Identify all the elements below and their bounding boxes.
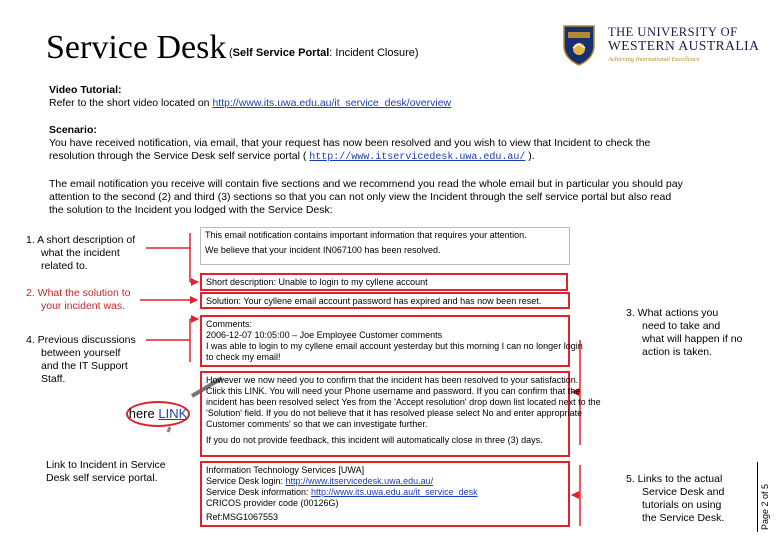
email-action-required: However we now need you to confirm that the incident has been resolved to your satisfaction. Click this LINK. You will need your Phone username and password. If you can confirm that the incident has been resolved select Yes from the 'Accept resolution' drop down list located next to the 'Solution' field. If you do not believe that it has resolved please select No and enter appropriate Customer comments' so that we can investigate further. If you do not provide feedback, this incident will automatically close in three (3) days. [200, 371, 570, 457]
email-service-desk-login-link[interactable]: http://www.itservicedesk.uwa.edu.au/ [285, 476, 434, 486]
page-divider [757, 462, 758, 532]
page-number: Page 2 of 5 [760, 483, 770, 530]
callout-4: 4. Previous discussions between yourself and the IT Support Staff. [26, 334, 136, 385]
scenario-line-2: resolution through the Service Desk self service portal ( [49, 150, 310, 162]
email-comments: Comments: 2006-12-07 10:05:00 – Joe Employee Customer comments I was able to login to my cyllene email account yesterday but this morning I can no longer login to check my email! [200, 315, 570, 367]
callout-3: 3. What actions you need to take and what will happen if no action is taken. [626, 307, 743, 358]
notification-paragraph: The email notification you receive will contain five sections and we recommend you read the whole email but in particular you should pay attention to the second (2) and third (3) sections so that you can not only view the Incident through the self service portal but also read the solution to the Incident you lodged with the Service Desk: [49, 178, 683, 216]
page-subtitle: (Self Service Portal: Incident Closure) [229, 47, 419, 59]
scenario-section: Scenario: You have received notification, via email, that your request has now been resolved and you wish to view that Incident to check the resolution through the Service Desk self service portal ( http://www.itservicedesk.uwa.edu.au/ ). [49, 124, 651, 163]
email-intro: This email notification contains important information that requires your attention. We believe that your incident IN067100 has been resolved. [200, 227, 570, 265]
scenario-heading: Scenario: [49, 124, 97, 136]
callout-2: 2. What the solution to your incident was. [26, 287, 131, 312]
email-solution: Solution: Your cyllene email account password has expired and has now been reset. [200, 292, 570, 309]
here-link-magnified: here LINK [126, 401, 190, 427]
service-desk-portal-link[interactable]: http://www.itservicedesk.uwa.edu.au/ [309, 152, 526, 163]
scenario-line-1: You have received notification, via email, that your request has now been resolved and you wish to view that Incident to check the [49, 137, 651, 149]
link-note: Link to Incident in Service Desk self service portal. [46, 459, 166, 484]
university-name: THE UNIVERSITY OF WESTERN AUSTRALIA [608, 25, 760, 53]
email-notification-screenshot [200, 227, 601, 527]
email-service-desk-info-link[interactable]: http://www.its.uwa.edu.au/it_service_desk [311, 487, 478, 497]
video-tutorial-link[interactable]: http://www.its.uwa.edu.au/it_service_desk/overview [212, 97, 452, 109]
callout-1: 1. A short description of what the incident related to. [26, 234, 136, 272]
video-tutorial-heading: Video Tutorial: [49, 84, 122, 96]
university-motto: Achieving International Excellence [608, 56, 700, 63]
email-short-description: Short description: Unable to login to my cyllene account [200, 273, 568, 291]
video-tutorial-text: Refer to the short video located on [49, 97, 213, 109]
subtitle-bold: Self Service Portal [232, 47, 330, 59]
page-title: Service Desk [46, 29, 227, 66]
email-links: Information Technology Services [UWA] Service Desk login: http://www.itservicedesk.uwa.edu.au/ Service Desk information: http://www.its.uwa.edu.au/it_service_desk CRICOS provider code (00126G) Ref:MSG1067553 [200, 461, 570, 527]
callout-5: 5. Links to the actual Service Desk and tutorials on using the Service Desk. [626, 473, 725, 524]
subtitle-rest: : Incident Closure) [329, 47, 419, 59]
